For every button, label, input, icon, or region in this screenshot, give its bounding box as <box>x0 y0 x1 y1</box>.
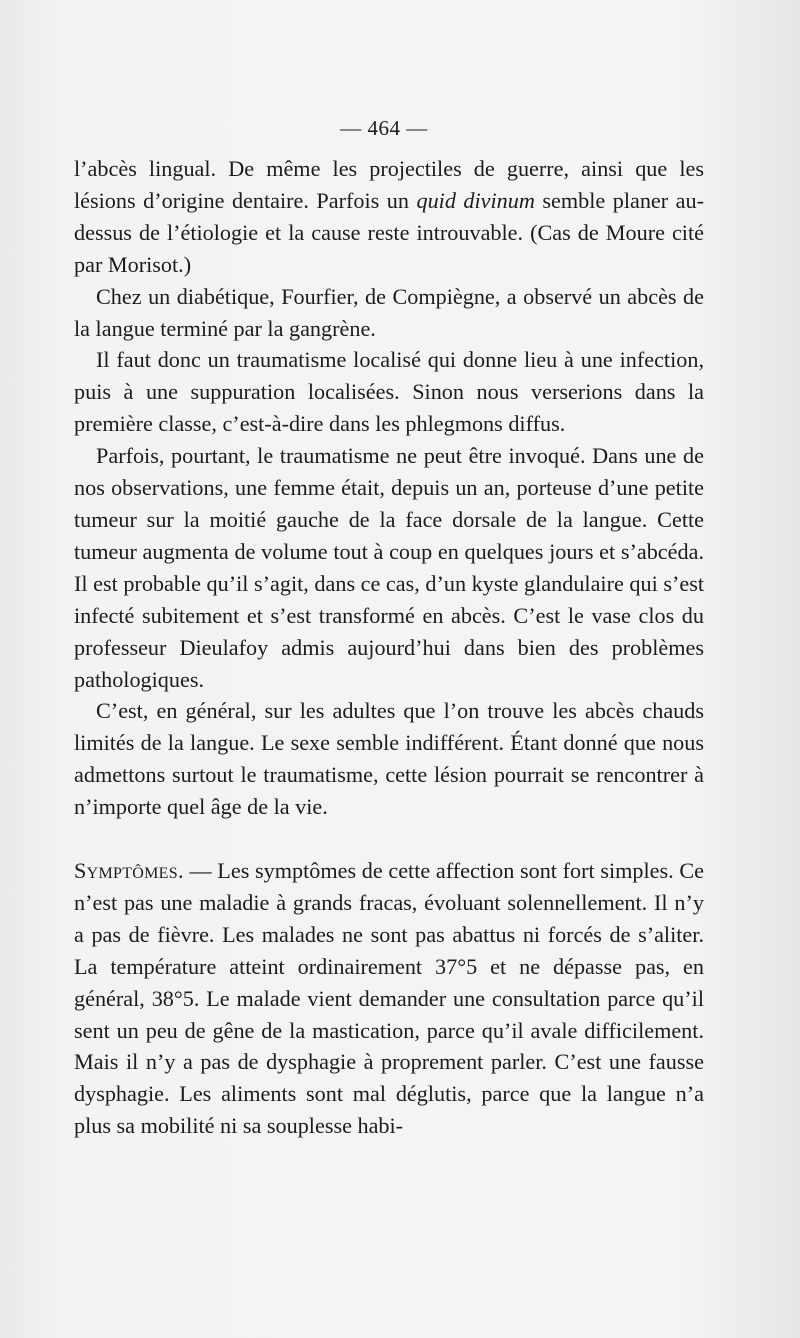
latin-phrase: quid divinum <box>416 187 535 213</box>
body-text <box>74 153 704 1142</box>
paragraph-1-part-a: l’abcès lingual. De même les projectiles de guerre, ainsi que les lésions d’origine dentaire. Parfois un <box>74 156 704 213</box>
paragraph-1 <box>74 153 704 281</box>
section-heading: Symptômes. <box>74 858 184 884</box>
paragraph-6 <box>74 855 704 1142</box>
paragraph-4: Parfois, pourtant, le traumatisme ne peut être invoqué. Dans une de nos observations, une femme était, depuis un an, porteuse d’une petite tumeur sur la moitié gauche de la face dorsale de la langue. Cette tumeur augmenta de volume tout à coup en quelques jours et s’abcéda. Il est probable qu’il s’agit, dans ce cas, d’un kyste glandulaire qui s’est infecté subitement et s’est transformé en abcès. C’est le vase clos du professeur Dieulafoy admis aujourd’hui dans bien des problèmes pathologiques. <box>74 443 704 692</box>
paragraph-1-part-b: semble planer au-dessus de l’étiologie et la cause reste introuvable. (Cas de Moure cité par Morisot.) <box>74 187 704 277</box>
paragraph-3: Il faut donc un traumatisme localisé qui donne lieu à une infection, puis à une suppuration localisées. Sinon nous verserions dans la première classe, c’est-à-dire dans les phlegmons diffus. <box>74 347 704 437</box>
paragraph-5: C’est, en général, sur les adultes que l’on trouve les abcès chauds limités de la langue. Le sexe semble indifférent. Étant donné que nous admettons surtout le traumatisme, cette lésion pourrait se rencontrer à n’importe quel âge de la vie. <box>74 698 704 820</box>
paragraph-6-text: — Les symptômes de cette affection sont fort simples. Ce n’est pas une maladie à grands fracas, évoluant solennellement. Il n’y a pas de fièvre. Les malades ne sont pas abattus ni forcés de s’aliter. La température atteint ordinairement 37°5 et ne dépasse pas, en général, 38°5. Le malade vient demander une consultation parce qu’il sent un peu de gêne de la mastication, parce qu’il avale difficilement. Mais il n’y a pas de dysphagie à proprement parler. C’est une fausse dysphagie. Les aliments sont mal déglutis, parce que la langue n’a plus sa mobilité ni sa souplesse habi- <box>74 858 704 1139</box>
page-number: — 464 — <box>340 116 428 140</box>
paragraph-2: Chez un diabétique, Fourfier, de Compiègne, a observé un abcès de la langue terminé par la gangrène. <box>74 283 704 341</box>
